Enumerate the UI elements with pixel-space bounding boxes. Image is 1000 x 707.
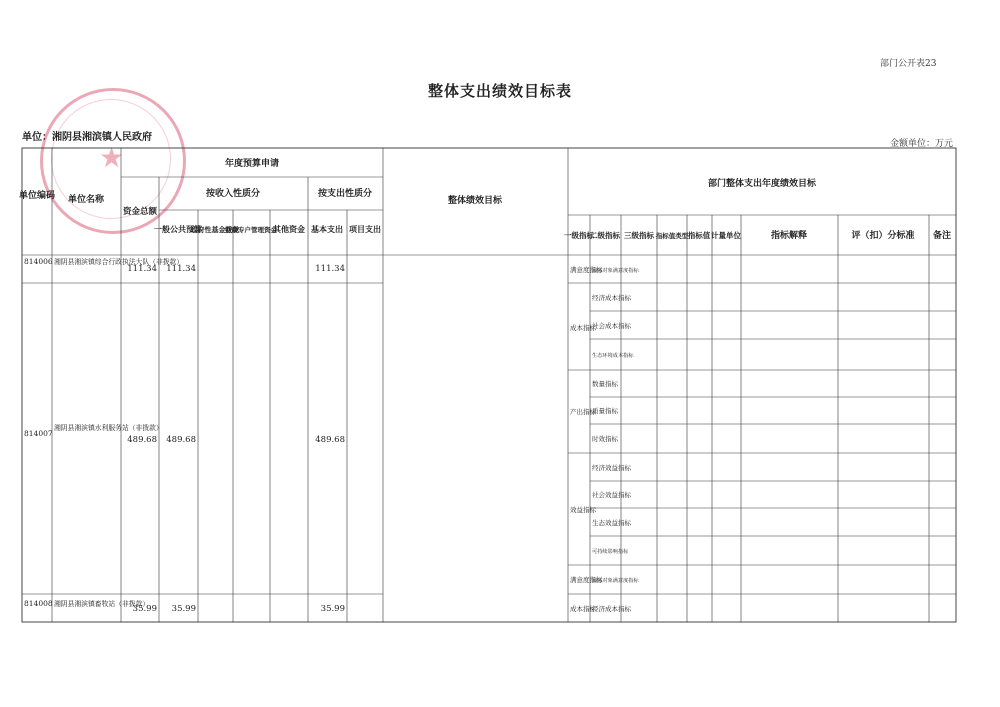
col-special-fund: 财政专户管理资金 [225,226,277,234]
col-remark: 备注 [932,231,952,241]
ind-economic-benefit: 经济效益指标 [592,464,631,472]
col-by-income: 按收入性质分 [205,189,261,199]
col-other-funds: 其他资金 [273,224,305,234]
row-1-general: 111.34 [166,264,196,274]
row-3-total: 35.99 [132,604,157,614]
col-unit-name: 单位名称 [67,195,105,205]
ind-sustainable: 可持续影响指标 [592,549,629,555]
row-3-basic: 35.99 [320,604,345,614]
col-value: 指标值 [687,231,711,240]
ind-economic-cost-2: 经济成本指标 [592,605,631,613]
col-general-public: 一般公共预算 [154,224,202,234]
col-level2: 二级指标 [590,231,620,240]
row-1-name: 湘阴县湘滨镇综合行政执法大队（非拨款） [54,258,184,266]
unit-label: 单位：湘阴县湘滨镇人民政府 [22,132,152,143]
amount-unit-label: 金额单位：万元 [890,139,954,149]
col-level1: 一级指标 [564,231,594,240]
col-unit-code: 单位编码 [18,191,56,201]
ind-eco-cost: 生态环境成本指标 [592,353,634,359]
row-2-basic: 489.68 [315,435,345,445]
col-total-funds: 资金总额 [122,207,158,217]
ind-service-satisfaction-1: 服务对象满意度指标 [592,268,639,274]
col-basic-expense: 基本支出 [311,224,343,234]
ind-service-satisfaction-2: 服务对象满意度指标 [592,578,639,584]
table-grid [22,148,956,622]
col-dept-target: 部门整体支出年度绩效目标 [707,179,817,189]
col-overall-target: 整体绩效目标 [447,196,503,206]
col-gov-fund: 政府性基金拨款 [190,225,240,234]
ind-satisfaction-1: 满意度指标 [570,266,603,274]
row-3-code: 814008 [24,599,53,608]
ind-social-benefit: 社会效益指标 [592,491,631,499]
ind-quality: 质量指标 [592,407,618,415]
row-1-code: 814006 [24,257,53,266]
row-2-code: 814007 [24,429,53,438]
row-2-name: 湘阴县湘滨镇水利服务站（非拨款） [54,424,163,432]
col-measure-unit: 计量单位 [711,231,741,240]
row-2-total: 489.68 [127,435,157,445]
col-level3: 三级指标 [624,231,654,240]
ind-satisfaction-2: 满意度指标 [570,576,603,584]
col-explanation: 指标解释 [770,231,808,241]
ind-cost: 成本指标 [570,324,596,332]
ind-quantity: 数量指标 [592,380,618,388]
ind-economic-cost: 经济成本指标 [592,294,631,302]
ind-output: 产出指标 [570,408,596,416]
col-project-expense: 项目支出 [349,224,381,234]
form-number: 部门公开表23 [880,59,937,69]
row-2-general: 489.68 [166,435,196,445]
col-value-type: 指标值类型 [655,232,689,240]
ind-timeliness: 时效指标 [592,435,618,443]
row-3-general: 35.99 [171,604,196,614]
ind-eco-benefit: 生态效益指标 [592,519,631,527]
col-annual-budget: 年度预算申请 [224,159,280,169]
ind-cost-2: 成本指标 [570,605,596,613]
ind-benefit: 效益指标 [570,506,596,514]
row-3-name: 湘阴县湘滨镇畜牧站（非拨款） [54,600,150,608]
ind-social-cost: 社会成本指标 [592,322,631,330]
row-1-total: 111.34 [127,264,157,274]
page-title: 整体支出绩效目标表 [427,82,572,100]
col-by-expense: 按支出性质分 [317,189,373,199]
star-icon: ★ [99,141,125,174]
row-1-basic: 111.34 [315,264,345,274]
col-scoring: 评（扣）分标准 [851,231,915,241]
